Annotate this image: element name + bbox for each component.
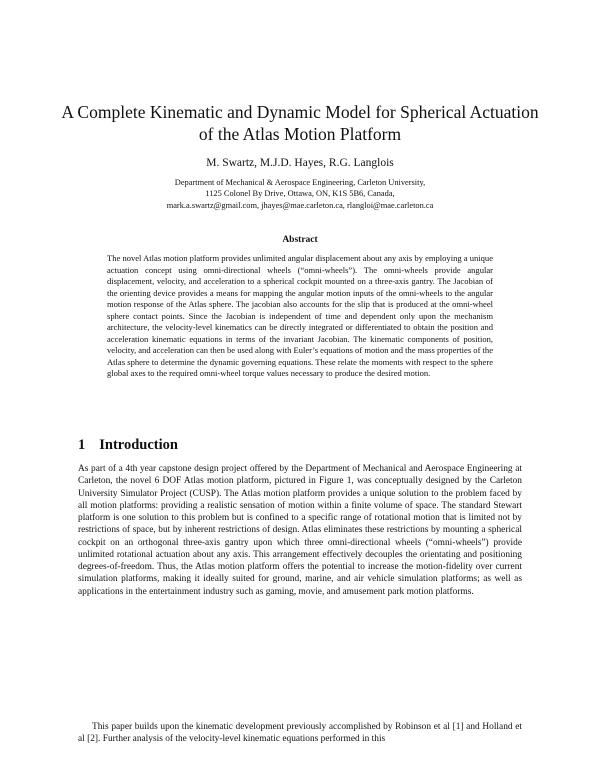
section-title: Introduction	[99, 437, 178, 453]
section-heading	[78, 437, 178, 454]
affiliation-block	[40, 177, 560, 211]
author-list: M. Swartz, M.J.D. Hayes, R.G. Langlois	[206, 157, 394, 169]
affiliation-department: Department of Mechanical & Aerospace Engineering, Carleton University,	[174, 178, 426, 187]
affiliation-emails: mark.a.swartz@gmail.com, jhayes@mae.carleton.ca, rlangloi@mae.carleton.ca	[166, 200, 434, 210]
intro-paragraph-1: As part of a 4th year capstone design project offered by the Department of Mechanical and Aerospace Engineering at Carleton, the novel 6 DOF Atlas motion platform, pictured in Figure 1, was conceptually designed by the Carleton University Simulator Project (CUSP). The Atlas motion platform provides a unique solution to the problem faced by all motion platforms: providing a realistic sensation of motion within a finite volume of space. The standard Stewart platform is one solution to this problem but is confined to a specific range of rotational motion that is limited not by restrictions of space, but by inherent restrictions of design. Atlas eliminates these restrictions by mounting a spherical cockpit on an orthogonal three-axis gantry upon which three omni-directional wheels (“omni-wheels”) provide unlimited rotational actuation about any axis. This arrangement effectively decouples the orientating and positioning degrees-of-freedom. Thus, the Atlas motion platform offers the potential to increase the motion-fidelity over current simulation platforms, making it ideally suited for ground, marine, and air vehicle simulation platforms; as well as applications in the entertainment industry such as gaming, movie, and amusement park motion platforms.	[78, 464, 522, 597]
abstract-heading: Abstract	[282, 235, 318, 245]
section-number: 1	[78, 437, 86, 453]
paper-title: A Complete Kinematic and Dynamic Model for Spherical Actuation of the Atlas Motion Platform	[61, 102, 539, 144]
intro-paragraph-2: This paper builds upon the kinematic development previously accomplished by Robinson et al [1] and Holland et al [2]. Further analysis of the velocity-level kinematic equations performed in this	[78, 722, 522, 745]
abstract-text: The novel Atlas motion platform provides unlimited angular displacement about any axis by employing a unique actuation concept using omni-directional wheels (“omni-wheels”). The omni-wheels provide angular displacement, velocity, and acceleration to a spherical cockpit mounted on a three-axis gantry. The Jacobian of the orienting device provides a means for mapping the angular motion inputs of the omni-wheels to the angular motion response of the Atlas sphere. The jacobian also accounts for the slip that is produced at the omni-wheel sphere contact points. Since the Jacobian is independent of time and dependent only upon the mechanism architecture, the velocity-level kinematics can be directly integrated or differentiated to obtain the position and acceleration kinematic equations in terms of the invariant Jacobian. The kinematic components of position, velocity, and acceleration can then be used along with Euler’s equations of motion and the mass properties of the Atlas sphere to determine the dynamic governing equations. These relate the moments with respect to the sphere global axes to the required omni-wheel torque values necessary to produce the desired motion.	[107, 253, 493, 379]
affiliation-address: 1125 Colonel By Drive, Ottawa, ON, K1S 5B6, Canada,	[205, 189, 395, 199]
